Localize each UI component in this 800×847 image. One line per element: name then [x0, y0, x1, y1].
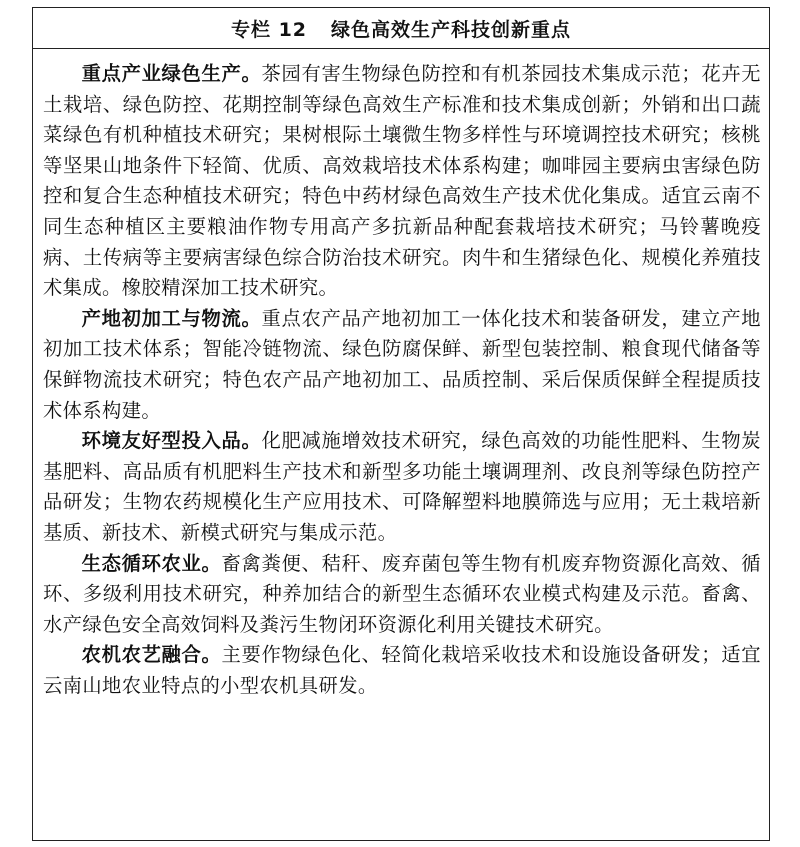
- paragraph-body: 畜禽粪便、秸秆、废弃菌包等生物有机废弃物资源化高效、循环、多级利用技术研究，种养加结合的新型生态循环农业模式构建及示范。畜禽、水产绿色安全高效饲料及粪污生物闭环资源化利用关键技术研究。: [43, 551, 761, 636]
- paragraph-body: 化肥减施增效技术研究，绿色高效的功能性肥料、生物炭基肥料、高品质有机肥料生产技术和新型多功能土壤调理剂、改良剂等绿色防控产品研发；生物农药规模化生产应用技术、可降解塑料地膜筛选与应用；无土栽培新基质、新技术、新模式研究与集成示范。: [43, 429, 761, 544]
- column-content: [33, 49, 769, 701]
- paragraph-heading: 环境友好型投入品。: [81, 429, 262, 453]
- paragraph-heading: 农机农艺融合。: [81, 643, 222, 667]
- paragraph-processing-logistics: [43, 304, 761, 426]
- paragraph-green-production: [43, 59, 761, 304]
- paragraph-body: 重点农产品产地初加工一体化技术和装备研发，建立产地初加工技术体系；智能冷链物流、绿色防腐保鲜、新型包装控制、粮食现代储备等保鲜物流技术研究；特色农产品产地初加工、品质控制、采后保质保鲜全程提质技术体系构建。: [43, 306, 761, 422]
- paragraph-heading: 产地初加工与物流。: [81, 306, 262, 330]
- paragraph-circular-agriculture: [43, 549, 761, 641]
- paragraph-heading: 生态循环农业。: [81, 551, 222, 575]
- paragraph-eco-inputs: [43, 426, 761, 548]
- paragraph-body: 主要作物绿色化、轻简化栽培采收技术和设施设备研发；适宜云南山地农业特点的小型农机具研发。: [43, 643, 761, 697]
- column-title-number: 专栏 12: [230, 18, 308, 41]
- column-title-text: 绿色高效生产科技创新重点: [331, 18, 572, 41]
- paragraph-machinery-agronomy: [43, 640, 761, 701]
- column-title: [33, 8, 769, 49]
- paragraph-body: 茶园有害生物绿色防控和有机茶园技术集成示范；花卉无土栽培、绿色防控、花期控制等绿色高效生产标准和技术集成创新；外销和出口蔬菜绿色有机种植技术研究；果树根际土壤微生物多样性与环境调控技术研究；核桃等坚果山地条件下轻简、优质、高效栽培技术体系构建；咖啡园主要病虫害绿色防控和复合生态种植技术研究；特色中药材绿色高效生产技术优化集成。适宜云南不同生态种植区主要粮油作物专用高产多抗新品种配套栽培技术研究；马铃薯晚疫病、土传病等主要病害绿色综合防治技术研究。肉牛和生猪绿色化、规模化养殖技术集成。橡胶精深加工技术研究。: [43, 62, 761, 300]
- paragraph-heading: 重点产业绿色生产。: [81, 62, 262, 85]
- column-box: [32, 7, 770, 841]
